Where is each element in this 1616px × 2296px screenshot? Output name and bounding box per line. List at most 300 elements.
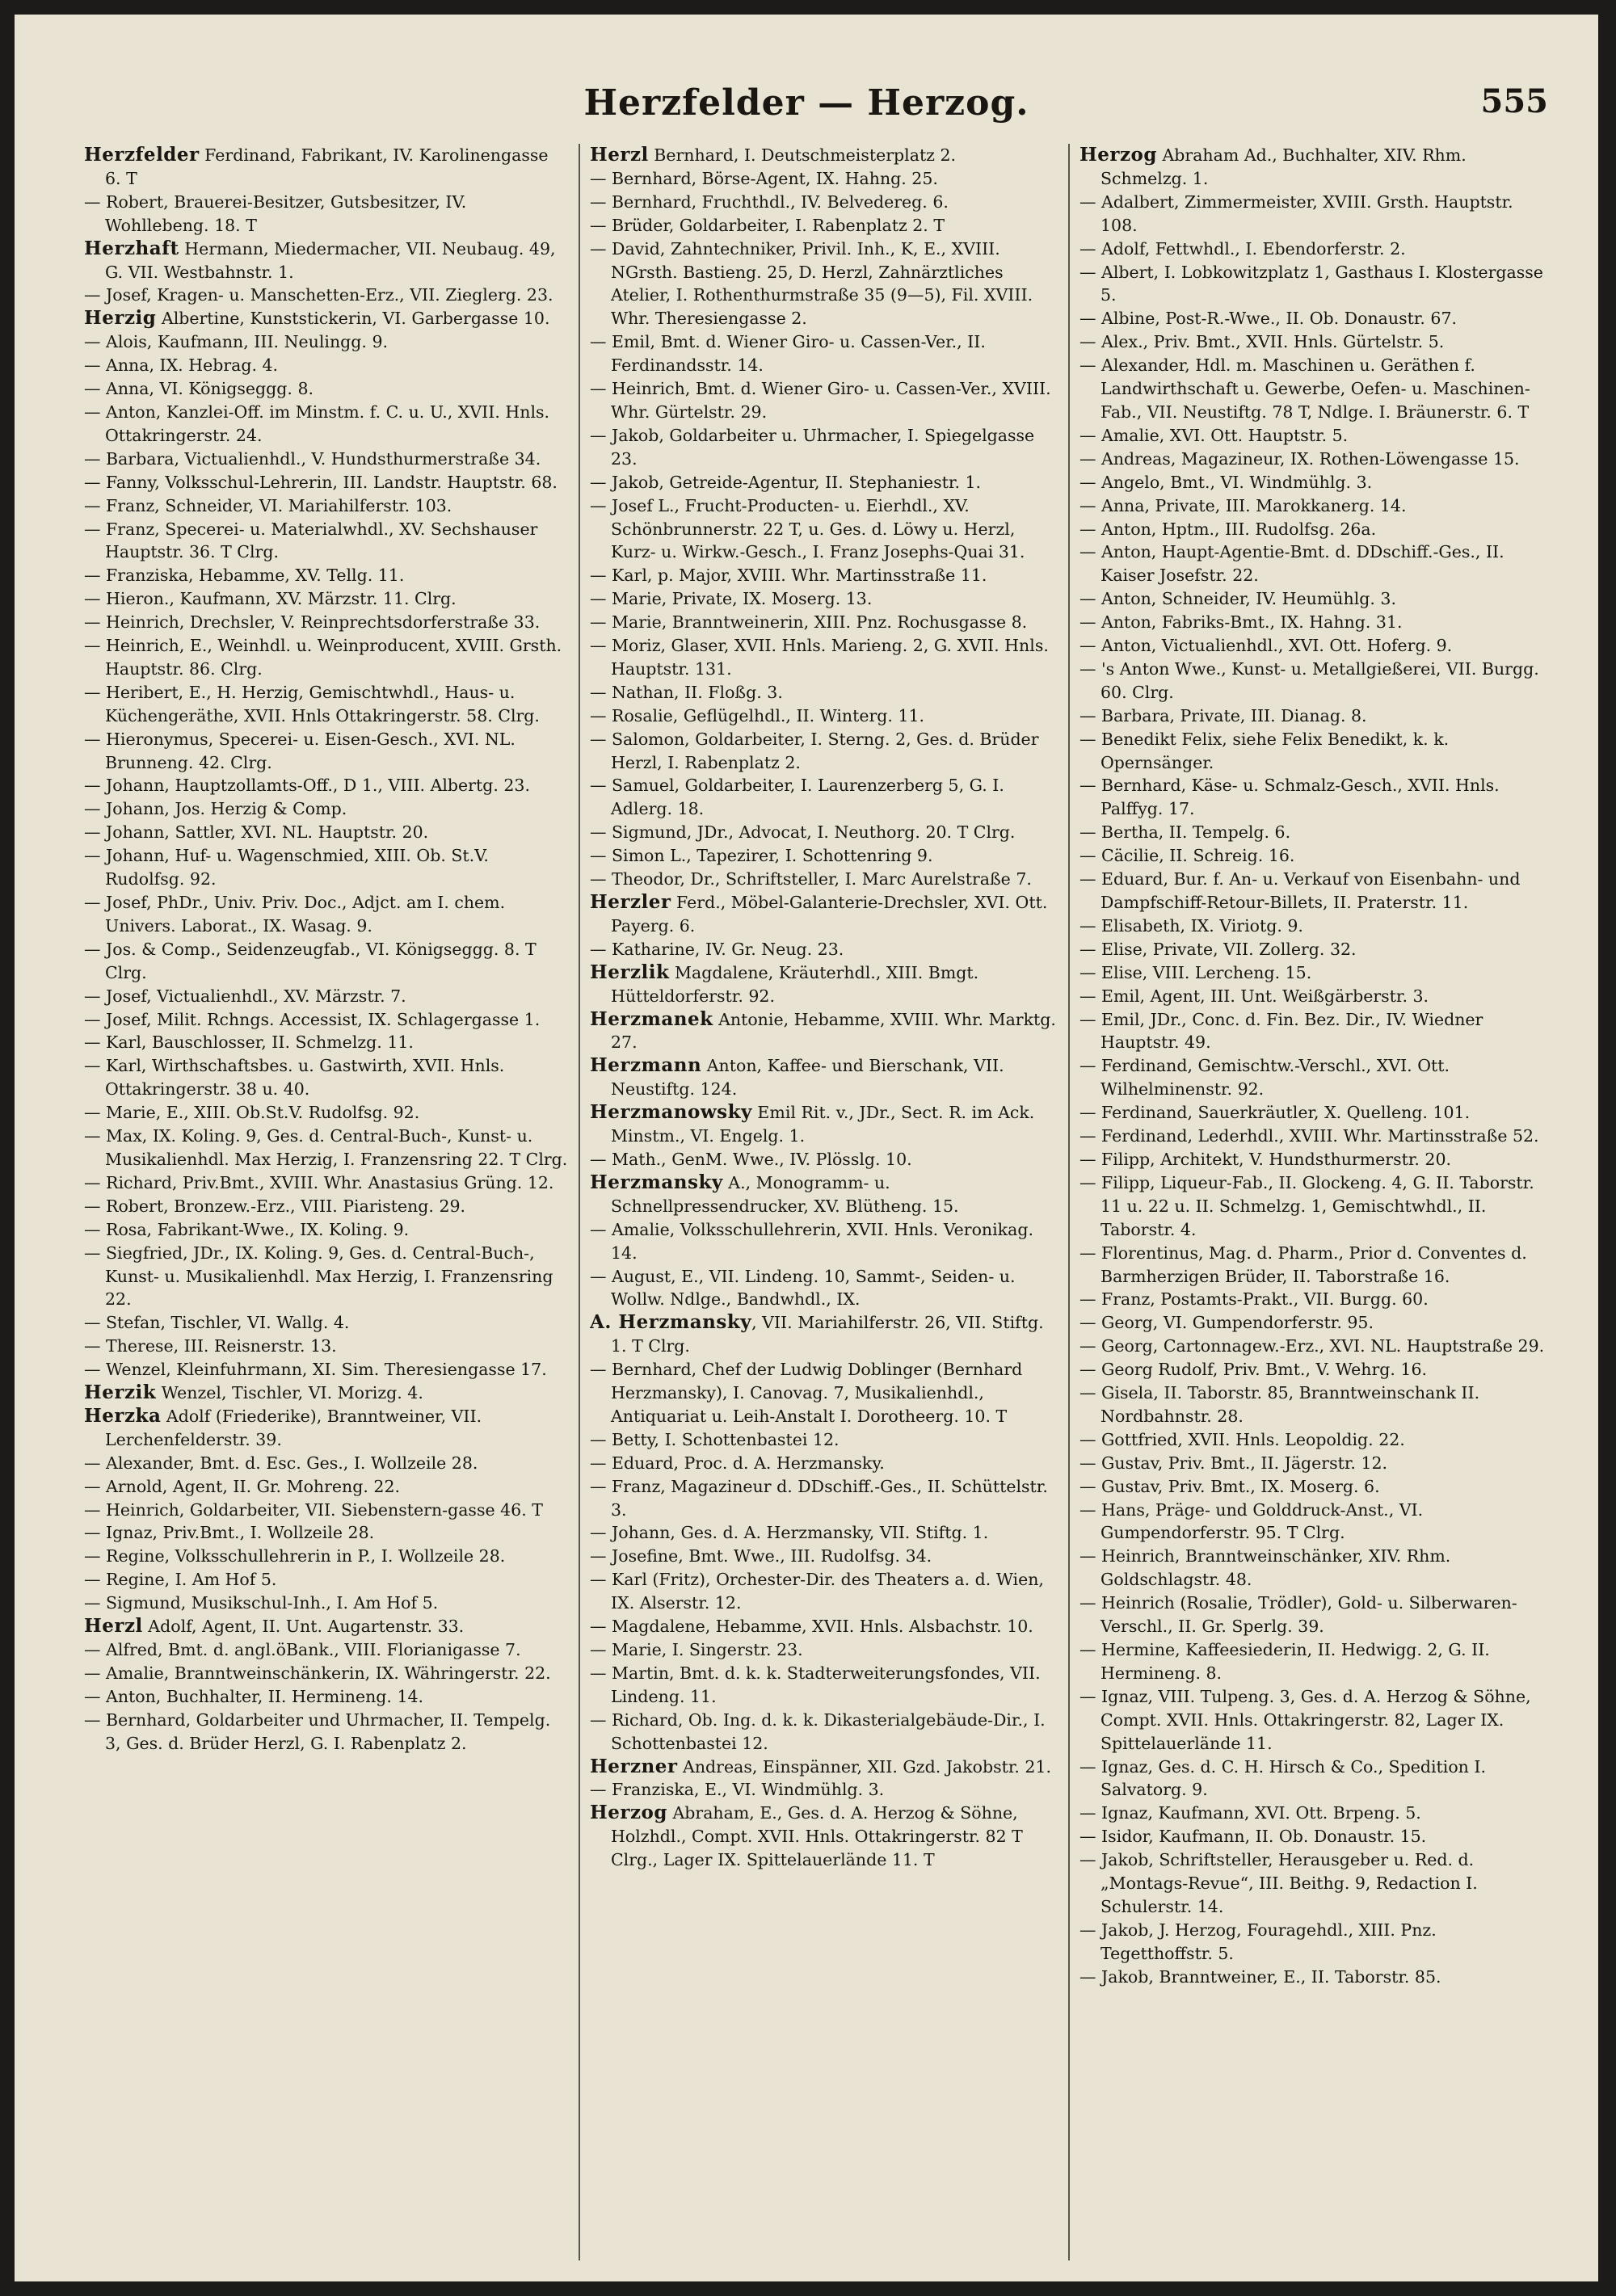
entry-text: — Alexander, Bmt. d. Esc. Ges., I. Wollzeile 28. (84, 1453, 478, 1473)
surname-heading: Herzka (84, 1404, 162, 1427)
entry-text: — Amalie, XVI. Ott. Hauptstr. 5. (1079, 425, 1349, 445)
entry-text: Antonie, Hebamme, XVIII. Whr. Marktg. 27. (611, 1009, 1056, 1053)
directory-entry (84, 1381, 569, 1405)
entry-text: — Bertha, II. Tempelg. 6. (1079, 822, 1291, 843)
entry-text: Abraham, E., Ges. d. A. Herzog & Söhne, Holzhdl., Compt. XVII. Hnls. Ottakringerstr. 82 T Clrg., Lager IX. Spittelauerlände 11. T (611, 1803, 1023, 1870)
directory-entry (590, 238, 1058, 331)
entry-text: — Theodor, Dr., Schriftsteller, I. Marc Aurelstraße 7. (590, 869, 1032, 889)
entry-text: — Heinrich, Goldarbeiter, VII. Siebenstern-gasse 46. T (84, 1499, 543, 1520)
entry-text: — Anton, Buchhalter, II. Hermineng. 14. (84, 1686, 424, 1706)
directory-entry (1079, 961, 1548, 985)
directory-entry (590, 1265, 1058, 1312)
entry-text: — Sigmund, JDr., Advocat, I. Neuthorg. 20. T Clrg. (590, 822, 1016, 843)
entry-text: Adolf, Agent, II. Unt. Augartenstr. 33. (142, 1617, 465, 1637)
directory-entry (590, 424, 1058, 471)
directory-entry (590, 704, 1058, 728)
directory-entry (84, 1615, 569, 1638)
page-number: 555 (1480, 82, 1548, 120)
entry-text: — Samuel, Goldarbeiter, I. Laurenzerberg 5, G. I. Adlerg. 18. (590, 776, 1004, 819)
directory-entry (1079, 1756, 1548, 1802)
entry-text: — Franziska, E., VI. Windmühlg. 3. (590, 1780, 885, 1800)
directory-entry (590, 634, 1058, 681)
entry-text: — Alfred, Bmt. d. angl.öBank., VIII. Florianigasse 7. (84, 1640, 521, 1659)
directory-entry (84, 1545, 569, 1568)
directory-entry (1079, 448, 1548, 471)
directory-entry (84, 938, 569, 985)
directory-entry (1079, 938, 1548, 961)
entry-text: — Betty, I. Schottenbastei 12. (590, 1429, 840, 1449)
entry-text: — Bernhard, Goldarbeiter und Uhrmacher, II. Tempelg. 3, Ges. d. Brüder Herzl, G. I. Rabenplatz 2. (84, 1709, 551, 1753)
directory-entry (1079, 985, 1548, 1008)
directory-entry (84, 1662, 569, 1685)
entry-text: — Albert, I. Lobkowitzplatz 1, Gasthaus I. Klostergasse 5. (1079, 262, 1543, 305)
directory-entry (590, 1802, 1058, 1872)
directory-entry (590, 1545, 1058, 1568)
directory-entry (1079, 1919, 1548, 1966)
directory-entry (1079, 330, 1548, 354)
directory-entry (590, 144, 1058, 167)
entry-text: — Emil, Agent, III. Unt. Weißgärberstr. 3. (1079, 986, 1429, 1006)
entry-text: — Isidor, Kaufmann, II. Ob. Donaustr. 15. (1079, 1827, 1427, 1847)
entry-text: — August, E., VII. Lindeng. 10, Sammt-, Seiden- u. Wollw. Ndlge., Bandwhdl., IX. (590, 1266, 1016, 1310)
surname-heading: Herzl (590, 144, 649, 166)
directory-entry (590, 191, 1058, 214)
directory-entry (1079, 518, 1548, 541)
directory-entry (590, 1568, 1058, 1615)
entry-text: — Siegfried, JDr., IX. Koling. 9, Ges. d. Central-Buch-, Kunst- u. Musikalienhdl. Max Herzig, I. Franzensring 22. (84, 1243, 553, 1310)
directory-entry (84, 191, 569, 238)
entry-text: — Josefine, Bmt. Wwe., III. Rudolfsg. 34. (590, 1546, 932, 1566)
directory-entry (1079, 774, 1548, 821)
directory-entry (1079, 658, 1548, 704)
entry-text: — Georg, VI. Gumpendorferstr. 95. (1079, 1313, 1374, 1333)
entry-text: — Marie, Private, IX. Moserg. 13. (590, 589, 873, 609)
directory-entry (1079, 1592, 1548, 1638)
directory-entry (1079, 587, 1548, 611)
directory-entry (84, 494, 569, 518)
directory-entry (1079, 1008, 1548, 1055)
directory-entry (84, 844, 569, 891)
entry-text: Abraham Ad., Buchhalter, XIV. Rhm. Schmelzg. 1. (1100, 145, 1467, 188)
entry-text: — Ignaz, Ges. d. C. H. Hirsch & Co., Spedition I. Salvatorg. 9. (1079, 1756, 1486, 1800)
entry-text: — Johann, Jos. Herzig & Comp. (84, 799, 347, 819)
entry-text: — Alex., Priv. Bmt., XVII. Hnls. Gürtelstr. 5. (1079, 332, 1445, 352)
entry-text: — Nathan, II. Floßg. 3. (590, 682, 783, 702)
entry-text: — Stefan, Tischler, VI. Wallg. 4. (84, 1313, 350, 1333)
entry-text: — Karl, Bauschlosser, II. Schmelzg. 11. (84, 1032, 414, 1053)
entry-text: Ferd., Möbel-Galanterie-Drechsler, XVI. Ott. Payerg. 6. (611, 893, 1048, 936)
directory-entry (1079, 1125, 1548, 1148)
directory-entry (1079, 540, 1548, 587)
entry-text: — Gustav, Priv. Bmt., IX. Moserg. 6. (1079, 1476, 1380, 1496)
directory-entry (84, 797, 569, 821)
column-divider (579, 144, 580, 2260)
directory-entry (84, 821, 569, 844)
entry-text: — Anton, Hptm., III. Rudolfsg. 26a. (1079, 519, 1377, 539)
surname-heading: Herzmann (590, 1054, 702, 1077)
directory-entry (84, 1709, 569, 1756)
directory-entry (84, 634, 569, 681)
entry-text: — Adalbert, Zimmermeister, XVIII. Grsth. Hauptstr. 108. (1079, 191, 1513, 235)
directory-entry (590, 728, 1058, 775)
entry-text: Bernhard, I. Deutschmeisterplatz 2. (648, 145, 957, 165)
directory-entry (590, 1662, 1058, 1709)
surname-heading: Herzmansky (590, 1171, 723, 1193)
directory-page (15, 15, 1598, 2281)
column-left (84, 144, 569, 2260)
entry-text: — Eduard, Bur. f. An- u. Verkauf von Eisenbahn- und Dampfschiff-Retour-Billets, II. Praterstr. 11. (1079, 869, 1521, 912)
surname-heading: Herzlik (590, 961, 670, 983)
directory-entry (590, 1311, 1058, 1358)
directory-entry (1079, 1171, 1548, 1242)
page-header (15, 82, 1598, 131)
directory-entry (590, 1452, 1058, 1475)
surname-heading: Herzfelder (84, 144, 200, 166)
directory-entry (84, 1685, 569, 1709)
entry-text: — Karl (Fritz), Orchester-Dir. des Theaters a. d. Wien, IX. Alserstr. 12. (590, 1570, 1044, 1613)
entry-text: — Amalie, Branntweinschänkerin, IX. Währingerstr. 22. (84, 1663, 551, 1683)
entry-text: Albertine, Kunststickerin, VI. Garbergasse 10. (156, 309, 550, 329)
directory-entry (590, 1358, 1058, 1428)
directory-entry (84, 611, 569, 634)
column-middle (590, 144, 1058, 2260)
directory-entry (590, 330, 1058, 377)
directory-entry (84, 1452, 569, 1475)
directory-entry (1079, 238, 1548, 261)
directory-entry (590, 214, 1058, 238)
entry-text: — Ferdinand, Sauerkräutler, X. Quelleng. 101. (1079, 1103, 1471, 1123)
entry-text: — Franz, Specerei- u. Materialwhdl., XV. Sechshauser Hauptstr. 36. T Clrg. (84, 519, 538, 562)
entry-text: — Marie, E., XIII. Ob.St.V. Rudolfsg. 92. (84, 1103, 420, 1123)
directory-entry (84, 1499, 569, 1522)
directory-entry (84, 238, 569, 284)
entry-text: — Josef, Kragen- u. Manschetten-Erz., VII. Zieglerg. 23. (84, 285, 553, 305)
entry-text: — Salomon, Goldarbeiter, I. Sterng. 2, Ges. d. Brüder Herzl, I. Rabenplatz 2. (590, 729, 1039, 772)
directory-entry (590, 1756, 1058, 1779)
entry-text: — Martin, Bmt. d. k. k. Stadterweiterungsfondes, VII. Lindeng. 11. (590, 1663, 1041, 1706)
entry-text: — Josef, Milit. Rchngs. Accessist, IX. Schlagergasse 1. (84, 1009, 541, 1029)
directory-entry (84, 1218, 569, 1242)
directory-entry (590, 961, 1058, 1008)
directory-entry (1079, 1335, 1548, 1358)
directory-entry (1079, 1288, 1548, 1311)
directory-entry (1079, 1966, 1548, 1989)
surname-heading: A. Herzmansky (590, 1311, 752, 1334)
directory-entry (590, 587, 1058, 611)
directory-entry (1079, 1638, 1548, 1685)
directory-entry (1079, 1311, 1548, 1335)
entry-text: — Moriz, Glaser, XVII. Hnls. Marieng. 2, G. XVII. Hnls. Hauptstr. 131. (590, 636, 1049, 679)
entry-text: — Jakob, Getreide-Agentur, II. Stephaniestr. 1. (590, 472, 982, 492)
directory-entry (84, 377, 569, 401)
entry-text: — Filipp, Architekt, V. Hundsthurmerstr. 20. (1079, 1149, 1452, 1169)
entry-text: — Hermine, Kaffeesiederin, II. Hedwigg. 2, G. II. Hermineng. 8. (1079, 1640, 1490, 1683)
directory-entry (84, 1358, 569, 1381)
directory-entry (1079, 471, 1548, 494)
directory-entry (1079, 634, 1548, 658)
entry-text: — Cäcilie, II. Schreig. 16. (1079, 846, 1295, 866)
entry-text: — Josef L., Frucht-Producten- u. Eierhdl., XV. Schönbrunnerstr. 22 T, u. Ges. d. Löwy u. Herzl, Kurz- u. Wirkw.-Gesch., I. Franz Josephs-Quai 31. (590, 495, 1025, 562)
entry-text: — Robert, Brauerei-Besitzer, Gutsbesitzer, IV. Wohllebeng. 18. T (84, 191, 467, 235)
directory-entry (590, 1615, 1058, 1638)
surname-heading: Herzog (590, 1802, 667, 1824)
directory-entry (1079, 307, 1548, 330)
directory-entry (590, 1008, 1058, 1055)
entry-text: — 's Anton Wwe., Kunst- u. Metallgießerei, VII. Burgg. 60. Clrg. (1079, 658, 1539, 702)
directory-entry (590, 377, 1058, 424)
entry-text: — Georg, Cartonnagew.-Erz., XVI. NL. Hauptstraße 29. (1079, 1336, 1545, 1356)
directory-entry (84, 1008, 569, 1032)
directory-entry (84, 1054, 569, 1101)
directory-entry (84, 354, 569, 377)
entry-text: — Barbara, Private, III. Dianag. 8. (1079, 705, 1367, 725)
entry-text: — Barbara, Victualienhdl., V. Hundsthurmerstraße 34. (84, 448, 541, 469)
directory-entry (1079, 1148, 1548, 1171)
entry-text: — Ferdinand, Lederhdl., XVIII. Whr. Martinsstraße 52. (1079, 1126, 1539, 1146)
surname-heading: Herzhaft (84, 237, 179, 259)
directory-entry (84, 587, 569, 611)
entry-text: — Andreas, Magazineur, IX. Rothen-Löwengasse 15. (1079, 448, 1520, 469)
entry-text: — Bernhard, Käse- u. Schmalz-Gesch., XVII. Hnls. Palffyg. 17. (1079, 776, 1500, 819)
directory-entry (1079, 1242, 1548, 1289)
entry-text: — Brüder, Goldarbeiter, I. Rabenplatz 2. T (590, 215, 945, 235)
entry-text: — Bernhard, Chef der Ludwig Doblinger (Bernhard Herzmansky), I. Canovag. 7, Musikalienhdl., Antiquariat u. Leih-Anstalt I. Dorotheerg. 10. T (590, 1360, 1023, 1426)
entry-text: — Hans, Präge- und Golddruck-Anst., VI. Gumpendorferstr. 95. T Clrg. (1079, 1499, 1424, 1543)
directory-entry (1079, 494, 1548, 518)
directory-entry (84, 1101, 569, 1125)
directory-entry (590, 844, 1058, 868)
directory-entry (590, 1148, 1058, 1171)
surname-heading: Herzler (590, 891, 671, 913)
directory-entry (1079, 144, 1548, 191)
directory-entry (84, 728, 569, 775)
entry-text: — Bernhard, Börse-Agent, IX. Hahng. 25. (590, 168, 938, 188)
entry-text: — Emil, JDr., Conc. d. Fin. Bez. Dir., IV. Wiedner Hauptstr. 49. (1079, 1009, 1483, 1053)
entry-text: , VII. Mariahilferstr. 26, VII. Stiftg. 1. T Clrg. (611, 1313, 1044, 1356)
entry-text: — Heinrich, Bmt. d. Wiener Giro- u. Cassen-Ver., XVIII. Whr. Gürtelstr. 29. (590, 379, 1051, 422)
directory-entry (1079, 1381, 1548, 1428)
entry-text: — Johann, Hauptzollamts-Off., D 1., VIII. Albertg. 23. (84, 776, 530, 796)
directory-entry (1079, 1428, 1548, 1452)
entry-text: — Johann, Ges. d. A. Herzmansky, VII. Stiftg. 1. (590, 1523, 989, 1543)
entry-text: — Ignaz, VIII. Tulpeng. 3, Ges. d. A. Herzog & Söhne, Compt. XVII. Hnls. Ottakringerstr. 82, Lager IX. Spittelauerlände 11. (1079, 1686, 1531, 1753)
directory-entry (84, 985, 569, 1008)
surname-heading: Herzik (84, 1381, 157, 1404)
surname-heading: Herzl (84, 1615, 143, 1638)
entry-text: Andreas, Einspänner, XII. Gzd. Jakobstr. 21. (677, 1756, 1052, 1777)
entry-text: — Emil, Bmt. d. Wiener Giro- u. Cassen-Ver., II. Ferdinandsstr. 14. (590, 332, 986, 376)
directory-entry (1079, 1825, 1548, 1848)
surname-heading: Herzmanowsky (590, 1101, 752, 1124)
directory-entry (1079, 1499, 1548, 1545)
entry-text: — Jakob, Branntweiner, E., II. Taborstr. 85. (1079, 1966, 1441, 1987)
entry-text: — Arnold, Agent, II. Gr. Mohreng. 22. (84, 1476, 401, 1496)
directory-entry (84, 1335, 569, 1358)
running-title: Herzfelder — Herzog. (583, 82, 1029, 124)
entry-text: — Gustav, Priv. Bmt., II. Jägerstr. 12. (1079, 1453, 1388, 1473)
directory-entry (590, 1778, 1058, 1802)
directory-entry (1079, 191, 1548, 238)
surname-heading: Herzig (84, 307, 157, 330)
entry-text: — Elise, Private, VII. Zollerg. 32. (1079, 939, 1357, 959)
directory-entry (1079, 704, 1548, 728)
entry-text: — Georg Rudolf, Priv. Bmt., V. Wehrg. 16. (1079, 1360, 1428, 1380)
entry-text: — Magdalene, Hebamme, XVII. Hnls. Alsbachstr. 10. (590, 1617, 1033, 1637)
surname-heading: Herzmanek (590, 1007, 713, 1030)
directory-entry (590, 611, 1058, 634)
directory-entry (590, 1218, 1058, 1265)
surname-heading: Herzner (590, 1755, 678, 1777)
directory-entry (84, 1475, 569, 1499)
column-right (1079, 144, 1548, 2260)
entry-text: — Karl, Wirthschaftsbes. u. Gastwirth, XVII. Hnls. Ottakringerstr. 38 u. 40. (84, 1056, 505, 1100)
entry-text: — Katharine, IV. Gr. Neug. 23. (590, 939, 844, 959)
directory-entry (1079, 1848, 1548, 1919)
entry-text: — Anton, Victualienhdl., XVI. Ott. Hoferg. 9. (1079, 636, 1453, 656)
directory-entry (590, 1101, 1058, 1148)
entry-text: — Gisela, II. Taborstr. 85, Branntweinschank II. Nordbahnstr. 28. (1079, 1383, 1480, 1426)
directory-entry (590, 1054, 1058, 1101)
directory-entry (84, 1242, 569, 1312)
directory-entry (1079, 261, 1548, 308)
directory-entry (590, 821, 1058, 844)
entry-text: — Jakob, Schriftsteller, Herausgeber u. Red. d. „Montags-Revue“, III. Beithg. 9, Redaction I. Schulerstr. 14. (1079, 1850, 1478, 1916)
directory-entry (1079, 1054, 1548, 1101)
entry-text: — Ignaz, Priv.Bmt., I. Wollzeile 28. (84, 1523, 375, 1543)
directory-entry (1079, 844, 1548, 868)
directory-entry (84, 518, 569, 565)
entry-text: — Wenzel, Kleinfuhrmann, XI. Sim. Theresiengasse 17. (84, 1360, 547, 1380)
entry-text: — Franz, Magazineur d. DDschiff.-Ges., II. Schüttelstr. 3. (590, 1476, 1048, 1520)
directory-entry (1079, 1452, 1548, 1475)
entry-text: — Bernhard, Fruchthdl., IV. Belvedereg. 6. (590, 191, 949, 212)
directory-entry (84, 1521, 569, 1545)
directory-entry (84, 401, 569, 448)
directory-entry (590, 1638, 1058, 1662)
entry-text: — Hieronymus, Specerei- u. Eisen-Gesch., XVI. NL. Brunneng. 42. Clrg. (84, 729, 516, 772)
entry-text: — Franziska, Hebamme, XV. Tellg. 11. (84, 566, 405, 586)
directory-entry (590, 167, 1058, 191)
entry-text: — Heinrich (Rosalie, Trödler), Gold- u. Silberwaren-Verschl., II. Gr. Sperlg. 39. (1079, 1593, 1517, 1637)
entry-text: — Richard, Priv.Bmt., XVIII. Whr. Anastasius Grüng. 12. (84, 1172, 554, 1192)
directory-entry (1079, 354, 1548, 424)
entry-text: A., Monogramm- u. Schnellpressendrucker, XV. Blütheng. 15. (611, 1172, 959, 1216)
entry-text: — Sigmund, Musikschul-Inh., I. Am Hof 5. (84, 1593, 439, 1613)
directory-entry (84, 681, 569, 728)
directory-entry (590, 1171, 1058, 1218)
entry-text: — Amalie, Volksschullehrerin, XVII. Hnls. Veronikag. 14. (590, 1219, 1033, 1263)
directory-entry (1079, 1685, 1548, 1756)
directory-entry (84, 1125, 569, 1171)
directory-entry (84, 1031, 569, 1054)
entry-text: — Benedikt Felix, siehe Felix Benedikt, k. k. Opernsänger. (1079, 729, 1450, 772)
entry-text: Hermann, Miedermacher, VII. Neubaug. 49, G. VII. Westbahnstr. 1. (105, 238, 556, 282)
entry-text: — Anna, VI. Königseggg. 8. (84, 379, 314, 399)
entry-text: — Jakob, Goldarbeiter u. Uhrmacher, I. Spiegelgasse 23. (590, 425, 1035, 469)
entry-text: — Jos. & Comp., Seidenzeugfab., VI. Königseggg. 8. T Clrg. (84, 939, 537, 982)
directory-entry (1079, 1475, 1548, 1499)
directory-entry (1079, 868, 1548, 915)
entry-text: — Angelo, Bmt., VI. Windmühlg. 3. (1079, 472, 1373, 492)
entry-text: — Elise, VIII. Lercheng. 15. (1079, 962, 1312, 982)
directory-entry (1079, 1545, 1548, 1592)
directory-entry (84, 1568, 569, 1592)
directory-entry (1079, 728, 1548, 775)
entry-text: Anton, Kaffee- und Bierschank, VII. Neustiftg. 124. (611, 1056, 1004, 1100)
directory-entry (84, 471, 569, 494)
entry-text: — Anna, IX. Hebrag. 4. (84, 355, 279, 376)
directory-entry (590, 681, 1058, 704)
directory-entry (84, 1592, 569, 1615)
entry-text: — Josef, PhDr., Univ. Priv. Doc., Adjct. am I. chem. Univers. Laborat., IX. Wasag. 9. (84, 893, 506, 936)
entry-text: — Heinrich, Branntweinschänker, XIV. Rhm. Goldschlagstr. 48. (1079, 1546, 1451, 1590)
directory-entry (84, 448, 569, 471)
directory-entry (84, 774, 569, 797)
column-divider (1068, 144, 1070, 2260)
directory-entry (590, 938, 1058, 961)
entry-text: — Rosa, Fabrikant-Wwe., IX. Koling. 9. (84, 1219, 410, 1239)
directory-entry (84, 1171, 569, 1195)
directory-entry (590, 1428, 1058, 1452)
directory-entry (84, 891, 569, 938)
entry-text: — Anna, Private, III. Marokkanerg. 14. (1079, 495, 1407, 515)
directory-entry (84, 307, 569, 330)
entry-text: — Josef, Victualienhdl., XV. Märzstr. 7. (84, 986, 406, 1006)
entry-text: — Max, IX. Koling. 9, Ges. d. Central-Buch-, Kunst- u. Musikalienhdl. Max Herzig, I. Franzensring 22. T Clrg. (84, 1126, 568, 1169)
entry-text: — Gottfried, XVII. Hnls. Leopoldig. 22. (1079, 1429, 1405, 1449)
directory-entry (1079, 611, 1548, 634)
entry-text: — Fanny, Volksschul-Lehrerin, III. Landstr. Hauptstr. 68. (84, 472, 558, 492)
entry-text: Emil Rit. v., JDr., Sect. R. im Ack. Minstm., VI. Engelg. 1. (611, 1103, 1035, 1146)
entry-text: — Rosalie, Geflügelhdl., II. Winterg. 11. (590, 705, 925, 725)
entry-text: — Anton, Kanzlei-Off. im Minstm. f. C. u. U., XVII. Hnls. Ottakringerstr. 24. (84, 402, 550, 445)
directory-entry (590, 1521, 1058, 1545)
entry-text: — Elisabeth, IX. Viriotg. 9. (1079, 915, 1303, 936)
entry-text: — Ferdinand, Gemischtw.-Verschl., XVI. Ott. Wilhelminenstr. 92. (1079, 1056, 1450, 1100)
surname-heading: Herzog (1079, 144, 1157, 166)
directory-entry (590, 494, 1058, 565)
entry-text: — Heribert, E., H. Herzig, Gemischtwhdl., Haus- u. Küchengeräthe, XVII. Hnls Ottakringerstr. 58. Clrg. (84, 682, 540, 725)
entry-text: — Anton, Fabriks-Bmt., IX. Hahng. 31. (1079, 612, 1403, 633)
entry-text: — Regine, I. Am Hof 5. (84, 1570, 277, 1590)
entry-text: — Anton, Schneider, IV. Heumühlg. 3. (1079, 589, 1396, 609)
directory-entry (84, 1638, 569, 1662)
entry-text: — Math., GenM. Wwe., IV. Plösslg. 10. (590, 1149, 912, 1169)
entry-text: — Adolf, Fettwhdl., I. Ebendorferstr. 2. (1079, 238, 1406, 259)
directory-entry (590, 1709, 1058, 1756)
entry-text: Ferdinand, Fabrikant, IV. Karolinengasse 6. T (105, 145, 549, 188)
directory-entry (590, 868, 1058, 891)
directory-entry (84, 1405, 569, 1452)
directory-entry (84, 1195, 569, 1218)
entry-text: — Heinrich, E., Weinhdl. u. Weinproducent, XVIII. Grsth. Hauptstr. 86. Clrg. (84, 636, 562, 679)
directory-entry (590, 564, 1058, 587)
entry-text: — Alexander, Hdl. m. Maschinen u. Geräthen f. Landwirthschaft u. Gewerbe, Oefen- u. Maschinen-Fab., VII. Neustiftg. 78 T, Ndlge. I. Bräunerstr. 6. T (1079, 355, 1530, 422)
entry-text: — Albine, Post-R.-Wwe., II. Ob. Donaustr. 67. (1079, 309, 1458, 329)
directory-entry (1079, 1358, 1548, 1381)
entry-text: — Hieron., Kaufmann, XV. Märzstr. 11. Clrg. (84, 589, 457, 609)
entry-text: — Eduard, Proc. d. A. Herzmansky. (590, 1453, 885, 1473)
directory-entry (1079, 821, 1548, 844)
directory-entry (1079, 1101, 1548, 1125)
entry-text: — Florentinus, Mag. d. Pharm., Prior d. Conventes d. Barmherzigen Brüder, II. Taborstraße 16. (1079, 1243, 1527, 1286)
directory-entry (84, 1311, 569, 1335)
entry-text: Magdalene, Kräuterhdl., XIII. Bmgt. Hütteldorferstr. 92. (611, 962, 979, 1006)
directory-entry (590, 1475, 1058, 1522)
entry-text: Adolf (Friederike), Branntweiner, VII. Lerchenfelderstr. 39. (105, 1406, 482, 1449)
entry-text: — Ignaz, Kaufmann, XVI. Ott. Brpeng. 5. (1079, 1803, 1421, 1823)
directory-entry (84, 144, 569, 191)
